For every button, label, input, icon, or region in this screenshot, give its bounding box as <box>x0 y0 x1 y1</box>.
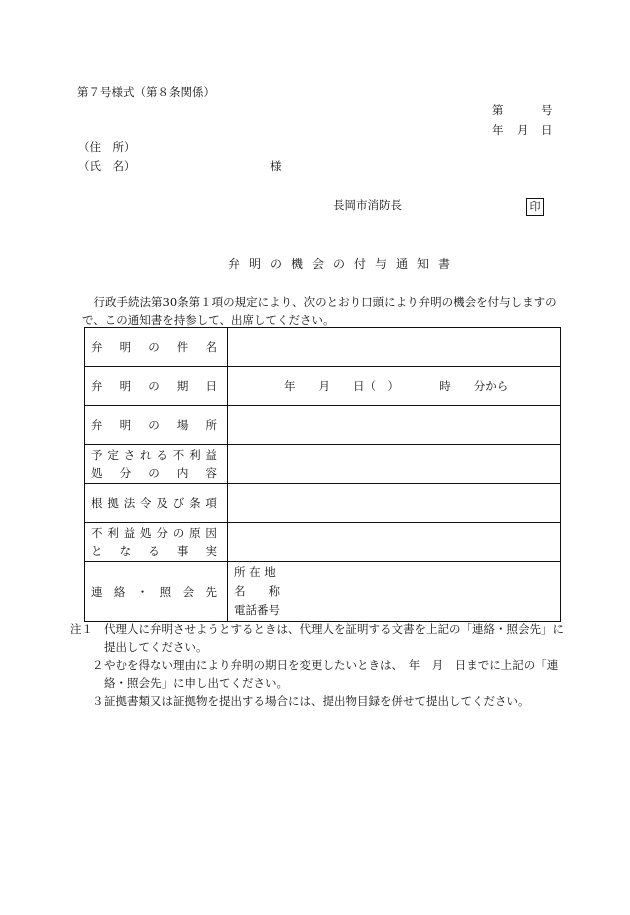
contact-address-label: 所 在 地 <box>234 565 276 579</box>
row-contact <box>85 562 561 622</box>
note-2-text: やむを得ない理由により弁明の期日を変更したいときは、 年 月 日までに上記の「連絡・照会先」に申し出てください。 <box>104 658 559 690</box>
note-3-text: 証拠書類又は証拠物を提出する場合には、提出物目録を併せて提出してください。 <box>104 694 530 708</box>
contact-field[interactable] <box>228 562 561 622</box>
date-value: 年 月 日（ ） 時 分から <box>284 379 509 393</box>
date-field[interactable] <box>228 367 561 406</box>
contact-label: 連 絡 ・ 照 会 先 <box>91 584 217 599</box>
basis-field[interactable] <box>228 484 561 523</box>
place-label: 弁 明 の 場 所 <box>91 418 217 432</box>
planned-label-2: 処 分 の 内 容 <box>91 466 217 480</box>
recipient-name-label: （氏 名） <box>78 159 136 173</box>
document-title: 弁明の機会の付与通知書 <box>228 257 460 271</box>
body-paragraph: 行政手続法第30条第１項の規定により、次のとおり口頭により弁明の機会を付与しますので、この通知書を持参して、出席してください。 <box>82 295 557 327</box>
row-cause <box>85 523 561 562</box>
doc-number-prefix: 第 <box>492 103 504 117</box>
note-3-number: ３ <box>92 694 104 708</box>
recipient-address-label: （住 所） <box>78 140 136 154</box>
row-place <box>85 406 561 445</box>
contact-phone-label: 電話番号 <box>234 603 280 617</box>
cause-label-2: と な る 事 実 <box>91 544 217 558</box>
planned-label-1: 予 定 さ れ る 不 利 益 <box>91 448 217 462</box>
place-field[interactable] <box>228 406 561 445</box>
note-3 <box>70 692 570 710</box>
doc-date-month: 月 <box>517 123 529 137</box>
row-date <box>85 367 561 406</box>
doc-number-suffix: 号 <box>541 103 553 117</box>
cause-field[interactable] <box>228 523 561 562</box>
note-2-number: ２ <box>92 658 104 672</box>
recipient-honorific: 様 <box>270 159 282 173</box>
notes-section <box>70 620 570 710</box>
notice-table <box>84 327 561 622</box>
doc-date-year: 年 <box>492 123 504 137</box>
date-label: 弁 明 の 期 日 <box>91 379 217 393</box>
note-1 <box>70 620 570 656</box>
seal-mark: 印 <box>526 198 544 216</box>
issuer-name: 長岡市消防長 <box>333 198 402 212</box>
row-basis <box>85 484 561 523</box>
case-name-field[interactable] <box>228 328 561 367</box>
cause-label-1: 不 利 益 処 分 の 原 因 <box>91 526 217 540</box>
note-1-number: 注１ <box>70 622 93 636</box>
note-1-text: 代理人に弁明させようとするときは、代理人を証明する文書を上記の「連絡・照会先」に提出してください。 <box>104 622 564 654</box>
row-planned-disposition <box>85 445 561 484</box>
basis-label: 根 拠 法 令 及 び 条 項 <box>91 496 217 510</box>
case-name-label: 弁 明 の 件 名 <box>91 340 217 354</box>
doc-date-day: 日 <box>541 123 553 137</box>
row-case-name <box>85 328 561 367</box>
planned-disposition-field[interactable] <box>228 445 561 484</box>
note-2 <box>70 656 570 692</box>
contact-name-label: 名 称 <box>234 584 280 598</box>
form-id: 第７号様式（第８条関係） <box>77 85 215 99</box>
